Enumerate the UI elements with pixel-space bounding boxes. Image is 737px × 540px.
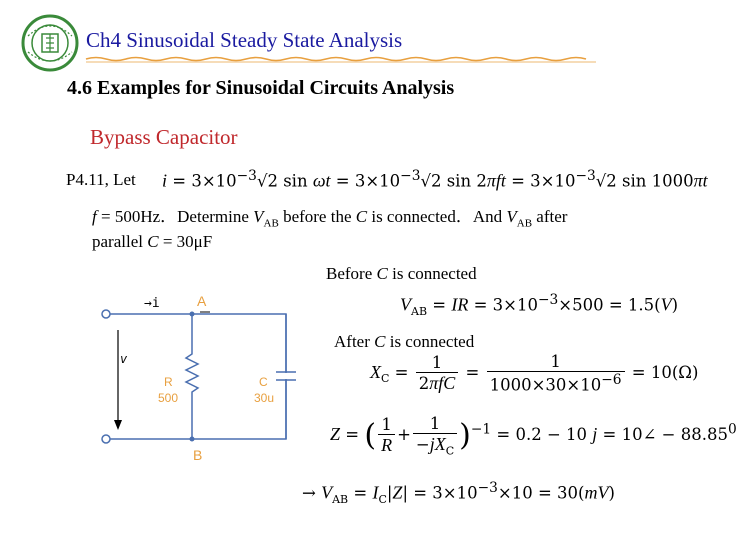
voltage-label: v — [120, 352, 128, 366]
given-statement-line2: parallel C = 30μF — [92, 232, 213, 251]
vab-before-equation: $V_{AB}$ = IR = $3\times 10^{-3}\times 500 = 1.5(V)$ — [400, 292, 679, 318]
capacitor-name-label: C — [259, 375, 268, 389]
resistor-value-label: 500 — [158, 391, 179, 405]
current-label: →i — [144, 296, 160, 311]
section-title: 4.6 Examples for Sinusoidal Circuits Analysis — [67, 77, 455, 99]
resistor-name-label: R — [164, 375, 173, 389]
node-b-label: B — [193, 447, 203, 463]
node-a-label: A — [197, 293, 207, 309]
xc-equation: $X_C$ = $\frac{1}{\text{2πfC}}$ = $\frac{1}{1000\times 30\times 10^{-6}}$ = 10(Ω) — [370, 352, 699, 395]
slide-subtitle: Bypass Capacitor — [90, 125, 238, 149]
current-equation: $i = 3\times 10^{-3}√2$ $\sin \omega t = 3\times 10^{-3}√2$ $\sin 2\pi ft = 3\times 10^{-3}√2$ sin 1000πt — [162, 168, 708, 191]
terminal-bottom — [102, 435, 110, 443]
chapter-title: Ch4 Sinusoidal Steady State Analysis — [86, 28, 403, 52]
header-divider — [86, 56, 596, 64]
terminal-top — [102, 310, 110, 318]
circuit-diagram — [96, 290, 306, 470]
problem-label: P4.11, Let — [66, 170, 136, 189]
before-c-label: Before C is connected — [326, 264, 477, 283]
vab-after-equation: → $V_{AB} = I_C|Z| = 3\times 10^{-3}\times 10 = 30(mV)$ — [302, 480, 615, 506]
impedance-equation: Z = ( $\frac{1}{R}$ + $\frac{1}{-jX_C}$ )$^{-1}$ = 0.2 − 10 j = 10∠ − $88.85^0$ — [330, 414, 737, 458]
capacitor-value-label: 30u — [254, 391, 275, 405]
resistor-symbol — [186, 314, 198, 439]
given-statement-line1: f = 500Hz．Determine $V_{AB}$ before the C is connected．And $V_{AB}$ after — [92, 207, 568, 230]
university-seal-logo — [20, 14, 80, 72]
after-c-label: After C is connected — [334, 332, 475, 351]
